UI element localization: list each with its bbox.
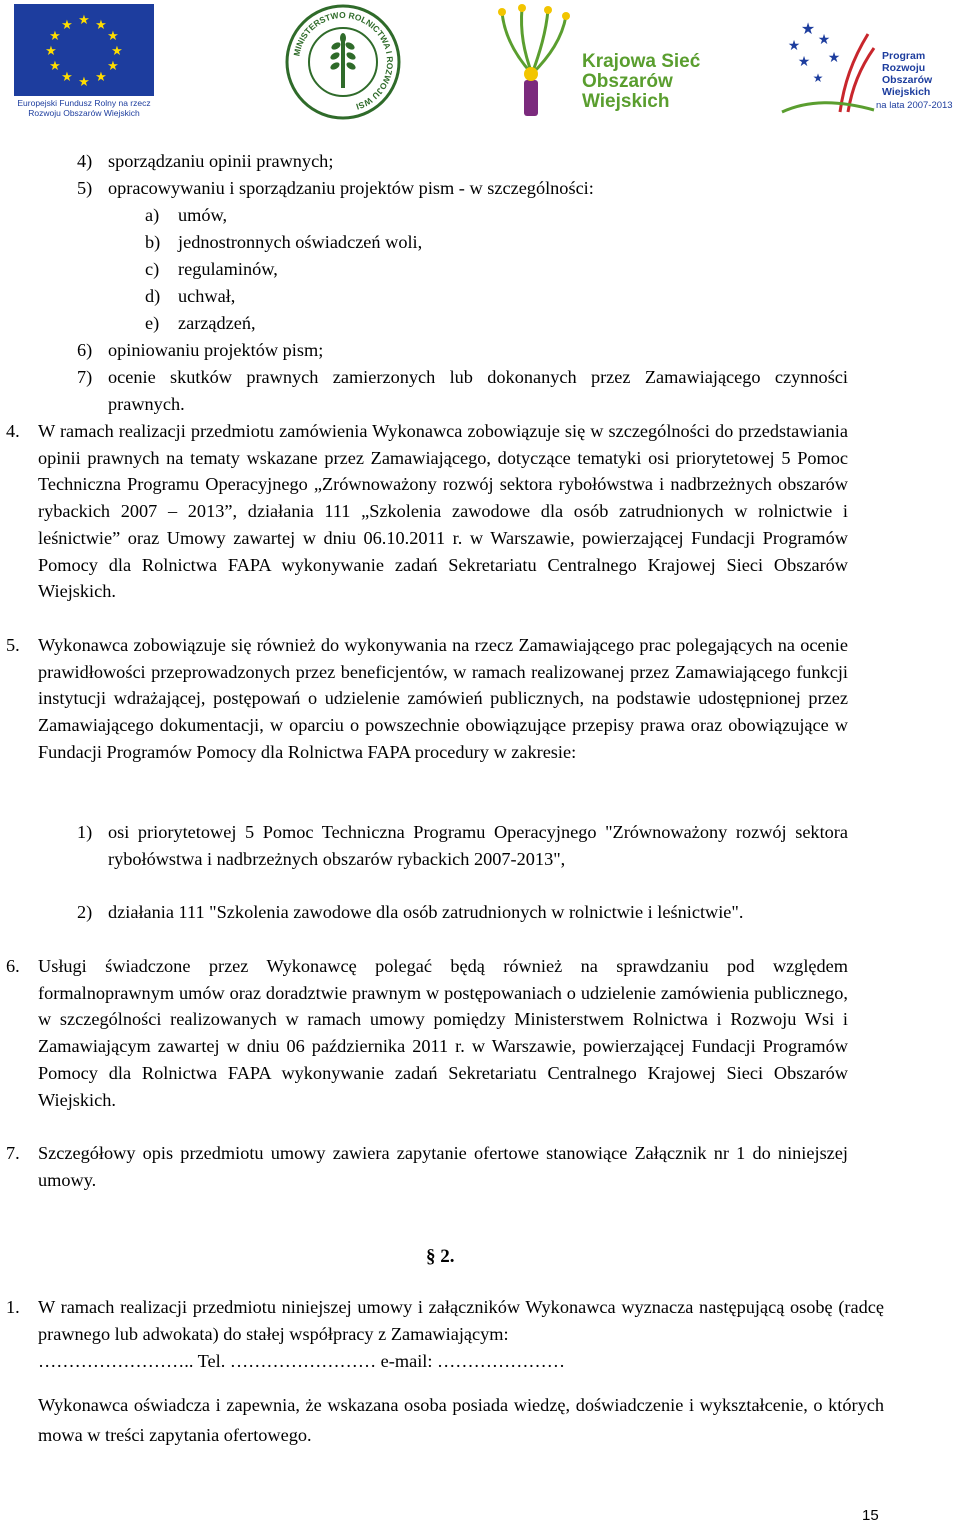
sublist-letter: b) [145, 232, 161, 252]
list-item: osi priorytetowej 5 Pomoc Techniczna Programu Operacyjnego "Zrównoważony rozwój sektora rybołówstwa i nadbrzeżnych obszarów rybackich 2007-2013", [108, 822, 848, 869]
prow-line2: Rozwoju [882, 62, 926, 74]
svg-text:★: ★ [78, 74, 90, 89]
list-item: ocenie skutków prawnych zamierzonych lub dokonanych przez Zamawiającego czynności prawnych. [108, 367, 848, 414]
list-item: działania 111 "Szkolenia zawodowe dla osób zatrudnionych w rolnictwie i leśnictwie". [108, 902, 744, 922]
prow-years: na lata 2007-2013 [876, 100, 953, 111]
section-heading: § 2. [426, 1246, 455, 1267]
svg-text:★: ★ [827, 51, 841, 66]
paragraph-number: 4. [6, 421, 20, 441]
svg-text:★: ★ [61, 17, 73, 32]
svg-text:★: ★ [95, 69, 107, 84]
sublist-letter: d) [145, 286, 161, 306]
sublist-letter: a) [145, 205, 160, 225]
list-item: opiniowaniu projektów pism; [108, 340, 324, 360]
page-header [0, 0, 960, 125]
svg-text:★: ★ [817, 33, 831, 48]
paragraph-text: Wykonawca zobowiązuje się również do wykonywania na rzecz Zamawiającego prac polegających na ocenie prawidłowości przeprowadzonych przez beneficjentów, w ramach realizowanej przez Zamawiającego funkcji instytucji wdrażającej, postępowań o udzielenie zamówień publicznych, na podstawie udostępnionej przez Zamawiającego dokumentacji, w oparciu o powszechnie obowiązujące przepisy prawa oraz obowiązujące w Fundacji Programów Pomocy dla Rolnictwa FAPA procedury w zakresie: [38, 635, 848, 762]
ksow-logo [484, 4, 764, 120]
eu-caption: Europejski Fundusz Rolny na rzecz Rozwoju Obszarów Wiejskich [17, 98, 151, 118]
paragraph-number: 7. [6, 1143, 20, 1163]
svg-text:★: ★ [49, 28, 61, 43]
svg-text:★: ★ [111, 43, 123, 58]
eu-stars-icon [14, 4, 154, 96]
ksow-line2: Obszarów Wiejskich [582, 71, 673, 112]
list-number: 7) [77, 367, 93, 387]
svg-text:★: ★ [78, 12, 90, 27]
sublist-letter: c) [145, 259, 160, 279]
paragraph-text: Usługi świadczone przez Wykonawcę polegać będą również na sprawdzaniu pod względem formalnoprawnym umów oraz doradztwie prawnym w postępowaniach o udzielenie zamówienia publicznego, w szczególności realizowanych w ramach umowy pomiędzy Ministerstwem Rolnictwa i Rozwoju Wsi i Zamawiającym zawartej w dniu 06 października 2011 r. w Warszawie, powierzającej Fundacji Programów Pomocy dla Rolnictwa FAPA wykonywanie zadań Sekretariatu Centralnego Krajowej Sieci Obszarów Wiejskich. [38, 956, 848, 1110]
svg-text:MINISTERSTWO ROLNICTWA I ROZWO: MINISTERSTWO ROLNICTWA I ROZWOJU WSI [291, 9, 396, 112]
ksow-line1: Krajowa Sieć [582, 51, 701, 72]
list-number: 4) [77, 151, 93, 171]
svg-text:★: ★ [800, 21, 816, 38]
paragraph-text: Wykonawca oświadcza i zapewnia, że wskazana osoba posiada wiedzę, doświadczenie i wykształcenie, o których mowa w treści zapytania ofertowego. [38, 1395, 884, 1445]
svg-text:★: ★ [812, 71, 824, 85]
paragraph-number: 5. [6, 635, 20, 655]
list-number: 2) [77, 902, 93, 922]
list-number: 1) [77, 822, 93, 842]
prow-mark-icon [778, 4, 878, 120]
contact-fill-line: …………………….. Tel. …………………… e-mail: ………………… [38, 1351, 565, 1371]
paragraph-number: 1. [6, 1297, 20, 1317]
eu-logo [14, 4, 154, 120]
ksow-name [582, 52, 764, 112]
sublist-item: umów, [178, 205, 228, 225]
paragraph-text: W ramach realizacji przedmiotu zamówienia Wykonawca zobowiązuje się w szczególności do przedstawiania opinii prawnych na tematy wskazane przez Zamawiającego, dotyczące tematyki osi priorytetowej 5 Pomoc Techniczna Programu Operacyjnego „Zrównoważony rozwój sektora rybołówstwa i nadbrzeżnych obszarów rybackich 2007 – 2013”, działania 111 „Szkolenia zawodowe dla osób zatrudnionych w rolnictwie i leśnictwie” oraz Umowy zawartej w dniu 06.10.2011 r. w Warszawie, powierzającej Fundacji Programów Pomocy dla Rolnictwa FAPA wykonywanie zadań Sekretariatu Centralnego Krajowej Sieci Obszarów Wiejskich. [38, 421, 848, 602]
sublist-letter: e) [145, 313, 160, 333]
svg-text:★: ★ [107, 28, 119, 43]
prow-name [882, 50, 932, 98]
sublist-item: zarządzeń, [178, 313, 256, 333]
svg-text:★: ★ [95, 17, 107, 32]
sublist-item: regulaminów, [178, 259, 278, 279]
prow-logo [778, 4, 958, 120]
paragraph-text: Szczegółowy opis przedmiotu umowy zawiera zapytanie ofertowe stanowiące Załącznik nr 1 do niniejszej umowy. [38, 1143, 848, 1190]
page-number: 15 [862, 1507, 879, 1524]
sublist-item: uchwał, [178, 286, 236, 306]
ministry-seal-icon [283, 2, 403, 122]
ministry-logo [283, 2, 403, 122]
list-item: sporządzaniu opinii prawnych; [108, 151, 334, 171]
prow-line1: Program [882, 50, 926, 62]
paragraph-text: W ramach realizacji przedmiotu niniejszej umowy i załączników Wykonawca wyznacza następującą osobę (radcę prawnego lub adwokata) do stałej współpracy z Zamawiającym: [38, 1297, 884, 1344]
list-number: 5) [77, 178, 93, 198]
ksow-mark-icon [484, 4, 580, 120]
svg-text:★: ★ [797, 55, 811, 70]
sublist-item: jednostronnych oświadczeń woli, [178, 232, 423, 252]
eu-flag [14, 4, 154, 96]
list-item: opracowywaniu i sporządzaniu projektów pism - w szczególności: [108, 178, 594, 198]
svg-text:★: ★ [45, 43, 57, 58]
list-number: 6) [77, 340, 93, 360]
prow-line3: Obszarów [882, 74, 933, 86]
paragraph-number: 6. [6, 956, 20, 976]
svg-text:★: ★ [61, 69, 73, 84]
prow-line4: Wiejskich [882, 86, 931, 98]
svg-text:★: ★ [107, 58, 119, 73]
svg-text:★: ★ [49, 58, 61, 73]
svg-text:★: ★ [787, 39, 801, 54]
